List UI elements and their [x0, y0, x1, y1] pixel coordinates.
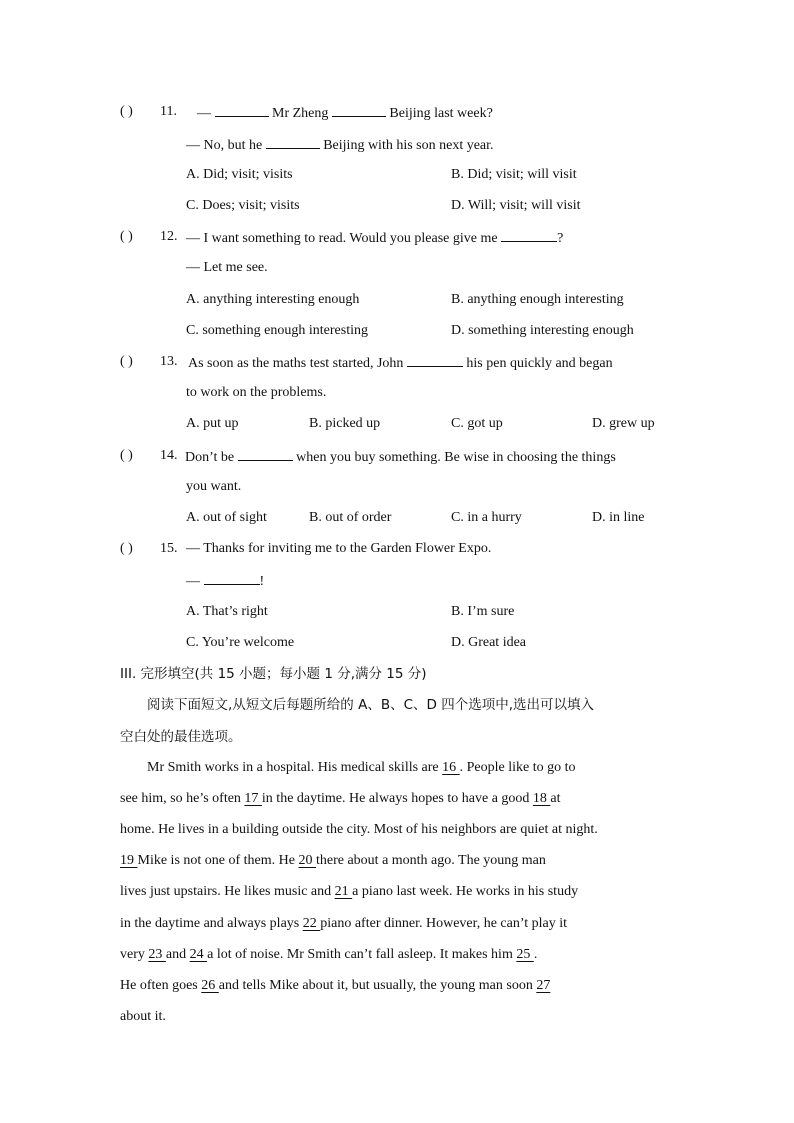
- passage-line: very 23 and 24 a lot of noise. Mr Smith can’t fall asleep. It makes him 25 .: [120, 947, 538, 962]
- answer-blank[interactable]: [266, 133, 320, 149]
- passage-line: home. He lives in a building outside the city. Most of his neighbors are quiet at night.: [120, 822, 598, 837]
- option-d[interactable]: D. grew up: [592, 416, 655, 431]
- gap-18[interactable]: 18: [532, 791, 551, 806]
- question-12-response: — Let me see.: [186, 260, 268, 275]
- answer-blank[interactable]: [204, 569, 260, 585]
- option-a[interactable]: A. That’s right: [186, 604, 268, 619]
- question-stem: — Thanks for inviting me to the Garden Flower Expo.: [186, 541, 492, 556]
- question-stem: Don’t be when you buy something. Be wise in choosing the things: [185, 445, 616, 469]
- section-instruction-continued: 空白处的最佳选项。: [120, 729, 242, 745]
- question-12-options-row-2: [0, 320, 794, 342]
- answer-blank[interactable]: [215, 101, 269, 117]
- passage-line: about it.: [120, 1009, 166, 1024]
- passage-line: 19 Mike is not one of them. He 20 there about a month ago. The young man: [120, 853, 546, 868]
- gap-24[interactable]: 24: [189, 947, 208, 962]
- question-stem: As soon as the maths test started, John his pen quickly and began: [188, 351, 613, 375]
- option-b[interactable]: B. picked up: [309, 416, 381, 431]
- answer-blank[interactable]: [501, 226, 557, 242]
- passage-line: in the daytime and always plays 22 piano after dinner. However, he can’t play it: [120, 916, 568, 931]
- question-11: [0, 101, 794, 123]
- gap-22[interactable]: 22: [302, 916, 321, 931]
- answer-paren: ( ): [120, 229, 133, 244]
- gap-17[interactable]: 17: [244, 791, 262, 806]
- question-15: [0, 538, 794, 560]
- question-11-options-row-2: [0, 195, 794, 217]
- gap-20[interactable]: 20: [298, 853, 316, 868]
- question-13: [0, 351, 794, 373]
- gap-23[interactable]: 23: [148, 947, 166, 962]
- answer-blank[interactable]: [238, 445, 293, 461]
- passage-line: He often goes 26 and tells Mike about it, but usually, the young man soon 27: [120, 978, 551, 993]
- option-a[interactable]: A. anything interesting enough: [186, 292, 360, 307]
- question-13-continuation: to work on the problems.: [186, 385, 327, 400]
- option-c[interactable]: C. got up: [451, 416, 503, 431]
- option-a[interactable]: A. out of sight: [186, 510, 267, 525]
- option-c[interactable]: C. Does; visit; visits: [186, 198, 300, 213]
- question-15-options-row-1: [0, 601, 794, 623]
- option-c[interactable]: C. something enough interesting: [186, 323, 368, 338]
- question-14-continuation: you want.: [186, 479, 242, 494]
- question-number: 12.: [160, 229, 178, 244]
- question-stem: — Mr Zheng Beijing last week?: [197, 101, 493, 125]
- question-14-options: [0, 507, 794, 529]
- answer-paren: ( ): [120, 541, 133, 556]
- passage-line: see him, so he’s often 17 in the daytime. He always hopes to have a good 18 at: [120, 791, 561, 806]
- answer-paren: ( ): [120, 448, 133, 463]
- question-12: [0, 226, 794, 248]
- option-a[interactable]: A. Did; visit; visits: [186, 167, 293, 182]
- question-number: 13.: [160, 354, 178, 369]
- passage-line: Mr Smith works in a hospital. His medical skills are 16 . People like to go to: [147, 760, 576, 775]
- option-d[interactable]: D. in line: [592, 510, 645, 525]
- option-d[interactable]: D. Will; visit; will visit: [451, 198, 581, 213]
- option-d[interactable]: D. Great idea: [451, 635, 527, 650]
- answer-paren: ( ): [120, 104, 133, 119]
- option-c[interactable]: C. You’re welcome: [186, 635, 295, 650]
- answer-paren: ( ): [120, 354, 133, 369]
- option-d[interactable]: D. something interesting enough: [451, 323, 634, 338]
- gap-21[interactable]: 21: [334, 884, 353, 899]
- option-c[interactable]: C. in a hurry: [451, 510, 522, 525]
- passage-line: lives just upstairs. He likes music and 21 a piano last week. He works in his study: [120, 884, 579, 899]
- question-14: [0, 445, 794, 467]
- answer-blank[interactable]: [332, 101, 386, 117]
- gap-19[interactable]: 19: [120, 853, 138, 868]
- question-13-options: [0, 413, 794, 435]
- question-11-response: — No, but he Beijing with his son next year.: [0, 133, 794, 155]
- question-15-options-row-2: [0, 632, 794, 654]
- question-stem: — I want something to read. Would you please give me ?: [186, 226, 563, 250]
- question-15-response: — !: [0, 569, 794, 591]
- option-b[interactable]: B. out of order: [309, 510, 392, 525]
- option-a[interactable]: A. put up: [186, 416, 239, 431]
- option-b[interactable]: B. I’m sure: [451, 604, 515, 619]
- gap-25[interactable]: 25: [516, 947, 534, 962]
- question-12-options-row-1: [0, 289, 794, 311]
- gap-26[interactable]: 26: [201, 978, 219, 993]
- section-instruction: 阅读下面短文,从短文后每题所给的 A、B、C、D 四个选项中,选出可以填入: [147, 697, 594, 713]
- option-b[interactable]: B. anything enough interesting: [451, 292, 624, 307]
- section-heading: III. 完形填空(共 15 小题；每小题 1 分,满分 15 分): [120, 666, 427, 682]
- question-number: 11.: [160, 104, 177, 119]
- option-b[interactable]: B. Did; visit; will visit: [451, 167, 577, 182]
- question-11-options-row-1: [0, 164, 794, 186]
- gap-16[interactable]: 16: [442, 760, 460, 775]
- question-number: 14.: [160, 448, 178, 463]
- answer-blank[interactable]: [407, 351, 463, 367]
- question-number: 15.: [160, 541, 178, 556]
- gap-27[interactable]: 27: [536, 978, 551, 993]
